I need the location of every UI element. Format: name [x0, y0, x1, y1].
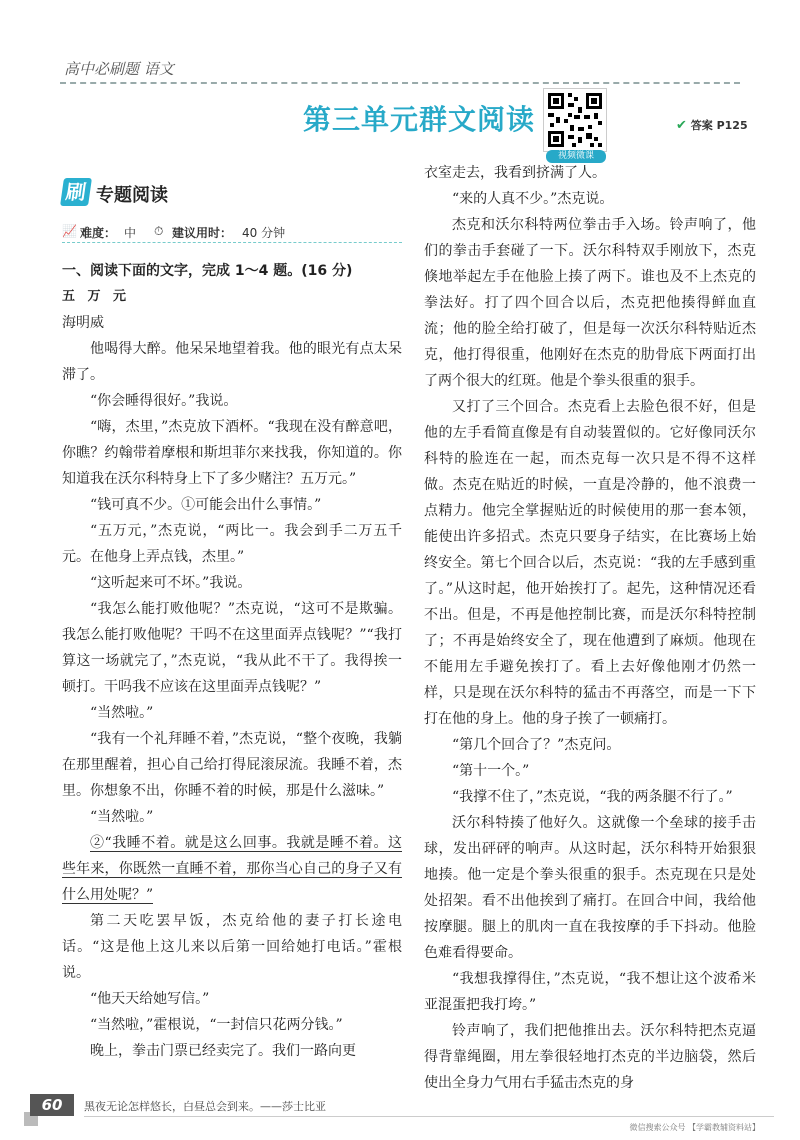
paragraph: “我有一个礼拜睡不着，”杰克说，“整个夜晚，我躺在那里醒着，担心自己给打得屁滚尿流。我睡不着，杰里。你想象不出，你睡不着的时候，那是什么滋味。” — [62, 731, 402, 799]
qr-code-icon[interactable] — [543, 88, 607, 152]
paragraph: “来的人真不少。”杰克说。 — [452, 191, 614, 207]
paragraph: “当然啦，”霍根说，“一封信只花两分钱。” — [90, 1017, 343, 1033]
paragraph: 第二天吃罢早饭，杰克给他的妻子打长途电话。“这是他上这儿来以后第一回给她打电话。”霍根说。 — [62, 913, 402, 981]
underlined-sentence: ②“我睡不着。就是这么回事。我就是睡不着。这些年来，你既然一直睡不着，那你当心自己的身子又有什么用处呢？” — [62, 835, 402, 903]
answer-page: 答案 P125 — [690, 119, 748, 132]
header-bar — [60, 56, 740, 80]
paragraph: “你会睡得很好。”我说。 — [90, 393, 238, 409]
unit-title: 第三单元群文阅读 — [303, 103, 536, 136]
check-icon: ✔ — [676, 118, 687, 133]
right-column — [424, 160, 756, 1096]
qr-video-label[interactable]: 视频微课 — [546, 150, 606, 163]
watermark-text: 微信搜索公众号 【学霸教辅资料站】 — [629, 1123, 760, 1132]
paragraph: 晚上，拳击门票已经卖完了。我们一路向更 — [90, 1043, 356, 1059]
paragraph: 沃尔科特揍了他好久。这就像一个垒球的接手击球，发出砰砰的响声。从这时起，沃尔科特开始狠狠地揍。他一定是个拳头很重的狠手。杰克现在只是处处招架。看不出他挨到了痛打。在回合中间，我给他按摩腿。腿上的肌肉一直在我按摩的手下抖动。他脸色难看得要命。 — [424, 815, 756, 961]
section-title: 专题阅读 — [96, 185, 168, 206]
story-title: 五 万 元 — [62, 289, 131, 304]
time-value: 40 分钟 — [242, 226, 286, 240]
clock-icon: ⏱ — [154, 224, 164, 238]
question-title: 一、阅读下面的文字，完成 1～4 题。(16 分) — [62, 263, 353, 279]
paragraph: 杰克和沃尔科特两位拳击手入场。铃声响了，他们的拳击手套碰了一下。沃尔科特双手刚放下，杰克倏地举起左手在他脸上揍了两下。谁也及不上杰克的拳法好。打了四个回合以后，杰克把他揍得鲜血直流；他的脸全给打破了，但是每一次沃尔科特贴近杰克，他打得很重，他刚好在杰克的肋骨底下两面打出了两个很大的红斑。他是个拳头很重的狠手。 — [424, 217, 756, 389]
paragraph: “这听起来可不坏。”我说。 — [90, 575, 252, 591]
difficulty-value: 中 — [124, 226, 137, 240]
left-column — [62, 258, 402, 1064]
paragraph: “我撑不住了，”杰克说，“我的两条腿不行了。” — [452, 789, 733, 805]
page-footer — [0, 1088, 800, 1140]
time-label: 建议用时： — [172, 226, 233, 240]
paragraph: “嗨，杰里，”杰克放下酒杯。“我现在没有醉意吧，你瞧？约翰带着摩根和斯坦菲尔来找我，你知道的。你知道我在沃尔科特身上下了多少赌注？五万元。” — [62, 419, 402, 487]
chart-icon: 📈 — [62, 224, 77, 238]
paragraph: “第几个回合了？”杰克问。 — [452, 737, 621, 753]
paragraph: “当然啦。” — [90, 809, 154, 825]
section-badge: 刷 — [60, 178, 92, 206]
footer-motto: 黑夜无论怎样悠长，白昼总会到来。——莎士比亚 — [84, 1100, 326, 1113]
series-title: 高中必刷题 语文 — [64, 60, 174, 78]
info-bar — [62, 222, 402, 243]
paragraph: 又打了三个回合。杰克看上去脸色很不好，但是他的左手看简直像是有自动装置似的。它好像同沃尔科特的脸连在一起，而杰克每一次只是不得不这样做。杰克在贴近的时候，一直是冷静的，他不浪费一点精力。他完全掌握贴近的时候使用的那一套本领，能使出许多招式。杰克只要身子结实，在比赛场上始终安全。第七个回合以后，杰克说：“我的左手感到重了。”从这时起，他开始挨打了。起先，这种情况还看不出。但是，不再是他控制比赛，而是沃尔科特控制了；不再是始终安全了，现在他遭到了麻烦。他现在不能用左手避免挨打了。看上去好像他刚才仍然一样，只是现在沃尔科特的猛击不再落空，而是一下下打在他的身上。他的身子挨了一顿痛打。 — [424, 399, 756, 727]
header-divider — [60, 82, 740, 84]
paragraph: “当然啦。” — [90, 705, 154, 721]
footer-divider — [84, 1116, 774, 1117]
paragraph-underlined — [62, 830, 402, 908]
page-number: 60 — [30, 1094, 74, 1116]
paragraph: “钱可真不少。①可能会出什么事情。” — [90, 497, 322, 513]
paragraph: “五万元，”杰克说，“两比一。我会到手二万五千元。在他身上弄点钱，杰里。” — [62, 523, 402, 565]
paragraph: “他天天给她写信。” — [90, 991, 210, 1007]
paragraph: “第十一个。” — [452, 763, 530, 779]
paragraph: “我想我撑得住，”杰克说，“我不想让这个波希米亚混蛋把我打垮。” — [424, 971, 756, 1013]
answer-reference — [676, 117, 748, 133]
paragraph: 他喝得大醉。他呆呆地望着我。他的眼光有点太呆滞了。 — [62, 341, 402, 383]
paragraph: 铃声响了，我们把他推出去。沃尔科特把杰克逼得背靠绳圈，用左拳很轻地打杰克的半边脑袋，然后使出全身力气用右手猛击杰克的身 — [424, 1023, 756, 1091]
paragraph: “我怎么能打败他呢？”杰克说，“这可不是欺骗。我怎么能打败他呢？干吗不在这里面弄点钱呢？”“我打算这一场就完了，”杰克说，“我从此不干了。我得挨一顿打。干吗我不应该在这里面弄点钱呢？” — [62, 601, 402, 695]
story-author: 海明威 — [62, 315, 104, 331]
difficulty-label: 难度： — [80, 226, 117, 240]
paragraph: 衣室走去，我看到挤满了人。 — [424, 165, 606, 181]
